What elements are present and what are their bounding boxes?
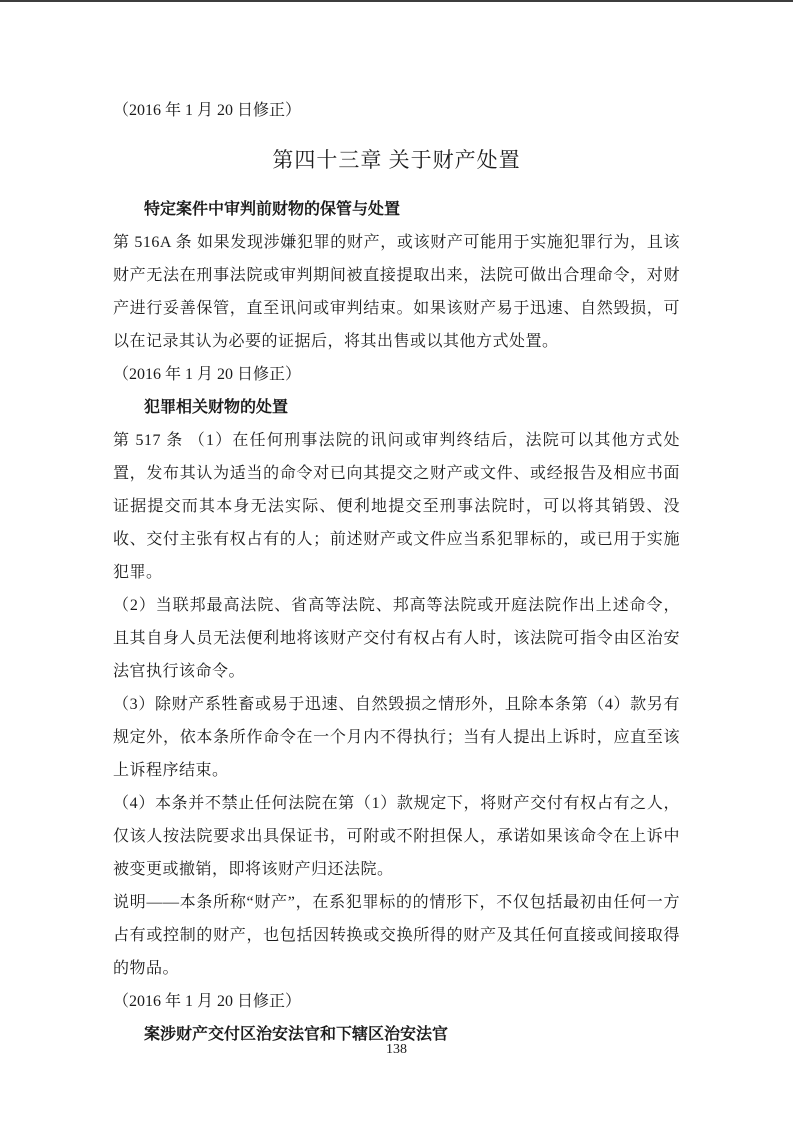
chapter-title: 第四十三章 关于财产处置 xyxy=(272,148,521,172)
statute-explanation: 说明——本条所称“财产”，在系犯罪标的的情形下，不仅包括最初由任何一方占有或控制的财产，也包括因转换或交换所得的财产及其任何直接或间接取得的物品。 xyxy=(113,894,680,977)
section-heading-crime-property-disposal: 犯罪相关财物的处置 xyxy=(144,399,289,416)
amendment-note-3: （2016 年 1 月 20 日修正） xyxy=(113,993,302,1010)
statute-paragraph-517-1: 第 517 条 （1）在任何刑事法院的讯问或审判终结后，法院可以其他方式处置，发布其认为适当的命令对已向其提交之财产或文件、或经报告及相应书面证据提交而其本身无法实际、便利地提交至刑事法院时，可以将其销毁、没收、交付主张有权占有的人；前述财产或文件应当系犯罪标的，或已用于实施犯罪。 xyxy=(113,432,680,581)
page-number: 138 xyxy=(386,1042,407,1057)
amendment-note-1: （2016 年 1 月 20 日修正） xyxy=(113,102,302,119)
statute-paragraph-517-3: （3）除财产系牲畜或易于迅速、自然毁损之情形外，且除本条第（4）款另有规定外，依本条所作命令在一个月内不得执行；当有人提出上诉时，应直至该上诉程序结束。 xyxy=(113,696,680,779)
section-heading-pretrial-custody: 特定案件中审判前财物的保管与处置 xyxy=(144,201,401,218)
document-content xyxy=(113,94,680,1051)
statute-paragraph-517-4: （4）本条并不禁止任何法院在第（1）款规定下，将财产交付有权占有之人，仅该人按法院要求出具保证书，可附或不附担保人，承诺如果该命令在上诉中被变更或撤销，即将该财产归还法院。 xyxy=(113,795,680,878)
scan-artifact-line xyxy=(0,0,793,2)
amendment-note-2: （2016 年 1 月 20 日修正） xyxy=(113,366,302,383)
section-heading-magistrate-delivery: 案涉财产交付区治安法官和下辖区治安法官 xyxy=(144,1026,449,1043)
statute-paragraph-516a: 第 516A 条 如果发现涉嫌犯罪的财产，或该财产可能用于实施犯罪行为，且该财产无法在刑事法院或审判期间被直接提取出来，法院可做出合理命令，对财产进行妥善保管，直至讯问或审判结束。如果该财产易于迅速、自然毁损，可以在记录其认为必要的证据后，将其出售或以其他方式处置。 xyxy=(113,234,680,350)
statute-paragraph-517-2: （2）当联邦最高法院、省高等法院、邦高等法院或开庭法院作出上述命令，且其自身人员无法便利地将该财产交付有权占有人时，该法院可指令由区治安法官执行该命令。 xyxy=(113,597,680,680)
